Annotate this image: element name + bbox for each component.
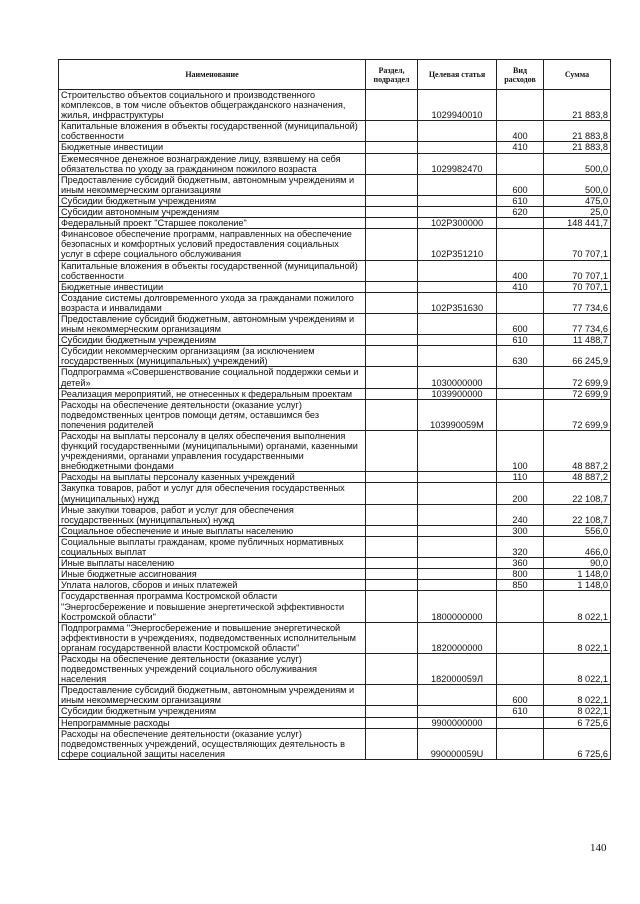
cell-section	[366, 121, 418, 142]
cell-kind: 600	[497, 174, 544, 195]
cell-section	[366, 525, 418, 536]
cell-section	[366, 717, 418, 728]
cell-kind: 320	[497, 536, 544, 557]
cell-target	[418, 195, 497, 206]
table-row	[59, 388, 611, 399]
header-kind: Вид расходов	[497, 60, 544, 90]
table-row	[59, 260, 611, 281]
cell-sum: 8 022,1	[544, 622, 611, 653]
cell-kind	[497, 90, 544, 121]
cell-name: Капитальные вложения в объекты государственной (муниципальной) собственности	[59, 121, 366, 142]
cell-kind: 300	[497, 525, 544, 536]
cell-target	[418, 207, 497, 218]
cell-section	[366, 558, 418, 569]
cell-name: Субсидии автономным учреждениям	[59, 207, 366, 218]
table-row	[59, 174, 611, 195]
table-row	[59, 195, 611, 206]
cell-kind: 410	[497, 142, 544, 153]
cell-name: Социальные выплаты гражданам, кроме публичных нормативных социальных выплат	[59, 536, 366, 557]
cell-kind	[497, 653, 544, 684]
cell-kind: 850	[497, 580, 544, 591]
cell-name: Расходы на выплаты персоналу казенных учреждений	[59, 472, 366, 483]
table-row	[59, 313, 611, 334]
cell-name: Субсидии бюджетным учреждениям	[59, 706, 366, 717]
cell-target: 102P300000	[418, 218, 497, 229]
cell-section	[366, 313, 418, 334]
cell-kind	[497, 728, 544, 759]
table-row	[59, 580, 611, 591]
cell-name: Создание системы долговременного ухода за гражданами пожилого возраста и инвалидами	[59, 292, 366, 313]
cell-section	[366, 90, 418, 121]
cell-section	[366, 536, 418, 557]
cell-sum: 21 883,8	[544, 142, 611, 153]
table-row	[59, 142, 611, 153]
cell-kind: 600	[497, 685, 544, 706]
cell-section	[366, 207, 418, 218]
table-row	[59, 153, 611, 174]
cell-section	[366, 346, 418, 367]
table-row	[59, 229, 611, 260]
cell-sum: 77 734,6	[544, 292, 611, 313]
cell-target	[418, 504, 497, 525]
cell-sum: 90,0	[544, 558, 611, 569]
cell-sum: 8 022,1	[544, 706, 611, 717]
cell-target: 1029982470	[418, 153, 497, 174]
table-row	[59, 292, 611, 313]
cell-sum: 21 883,8	[544, 121, 611, 142]
table-header-row	[59, 60, 611, 90]
table-row	[59, 728, 611, 759]
cell-kind: 620	[497, 207, 544, 218]
cell-kind	[497, 622, 544, 653]
cell-sum: 21 883,8	[544, 90, 611, 121]
cell-name: Подпрограмма "Энергосбережение и повышение энергетической эффективности в учреждениях, подведомственных исполнительным органам государственной власти Костромской области"	[59, 622, 366, 653]
header-name: Наименование	[59, 60, 366, 90]
cell-section	[366, 153, 418, 174]
table-row	[59, 483, 611, 504]
cell-name: Ежемесячное денежное вознаграждение лицу, взявшему на себя обязательства по уходу за гражданином пожилого возраста	[59, 153, 366, 174]
cell-name: Бюджетные инвестиции	[59, 142, 366, 153]
cell-target	[418, 174, 497, 195]
cell-kind	[497, 229, 544, 260]
cell-name: Социальное обеспечение и иные выплаты населению	[59, 525, 366, 536]
cell-section	[366, 218, 418, 229]
cell-name: Капитальные вложения в объекты государственной (муниципальной) собственности	[59, 260, 366, 281]
cell-sum: 25,0	[544, 207, 611, 218]
cell-name: Бюджетные инвестиции	[59, 281, 366, 292]
cell-section	[366, 292, 418, 313]
cell-kind	[497, 218, 544, 229]
cell-sum: 1 148,0	[544, 580, 611, 591]
table-row	[59, 399, 611, 430]
cell-sum: 466,0	[544, 536, 611, 557]
cell-target: 1029940010	[418, 90, 497, 121]
cell-section	[366, 174, 418, 195]
cell-kind: 410	[497, 281, 544, 292]
cell-kind	[497, 591, 544, 622]
cell-kind: 110	[497, 472, 544, 483]
cell-sum: 8 022,1	[544, 653, 611, 684]
cell-sum: 6 725,6	[544, 728, 611, 759]
cell-section	[366, 483, 418, 504]
cell-kind: 100	[497, 431, 544, 472]
table-row	[59, 281, 611, 292]
cell-kind	[497, 153, 544, 174]
table-row	[59, 706, 611, 717]
cell-name: Субсидии бюджетным учреждениям	[59, 195, 366, 206]
cell-name: Закупка товаров, работ и услуг для обеспечения государственных (муниципальных) нужд	[59, 483, 366, 504]
table-row	[59, 335, 611, 346]
budget-table	[58, 59, 611, 760]
cell-kind	[497, 399, 544, 430]
cell-section	[366, 504, 418, 525]
cell-target	[418, 121, 497, 142]
cell-kind: 610	[497, 195, 544, 206]
cell-sum: 70 707,1	[544, 260, 611, 281]
cell-kind: 240	[497, 504, 544, 525]
cell-target: 102P351630	[418, 292, 497, 313]
table-row	[59, 90, 611, 121]
cell-section	[366, 591, 418, 622]
cell-target: 1030000000	[418, 367, 497, 388]
table-row	[59, 431, 611, 472]
cell-kind: 200	[497, 483, 544, 504]
cell-sum: 556,0	[544, 525, 611, 536]
cell-name: Финансовое обеспечение программ, направленных на обеспечение безопасных и комфортных условий предоставления социальных услуг в сфере социального обслуживания	[59, 229, 366, 260]
cell-kind: 610	[497, 706, 544, 717]
table-row	[59, 121, 611, 142]
cell-target: 9900000000	[418, 717, 497, 728]
cell-sum: 72 699,9	[544, 367, 611, 388]
cell-target: 990000059U	[418, 728, 497, 759]
cell-kind: 400	[497, 260, 544, 281]
cell-target: 1800000000	[418, 591, 497, 622]
cell-name: Непрограммные расходы	[59, 717, 366, 728]
table-row	[59, 558, 611, 569]
cell-target	[418, 281, 497, 292]
cell-name: Строительство объектов социального и производственного комплексов, в том числе объектов общегражданского назначения, жилья, инфраструктуры	[59, 90, 366, 121]
cell-name: Расходы на обеспечение деятельности (оказание услуг) подведомственных учреждений, осуществляющих деятельность в сфере социальной защиты населения	[59, 728, 366, 759]
cell-target	[418, 346, 497, 367]
cell-section	[366, 142, 418, 153]
cell-kind	[497, 367, 544, 388]
cell-sum: 70 707,1	[544, 281, 611, 292]
table-row	[59, 591, 611, 622]
cell-section	[366, 388, 418, 399]
table-row	[59, 536, 611, 557]
table-row	[59, 504, 611, 525]
cell-name: Уплата налогов, сборов и иных платежей	[59, 580, 366, 591]
cell-section	[366, 580, 418, 591]
cell-section	[366, 653, 418, 684]
cell-name: Расходы на обеспечение деятельности (оказание услуг) подведомственных центров помощи детям, оставшимся без попечения родителей	[59, 399, 366, 430]
cell-sum: 8 022,1	[544, 685, 611, 706]
cell-target	[418, 525, 497, 536]
cell-target	[418, 569, 497, 580]
table-row	[59, 653, 611, 684]
cell-kind: 630	[497, 346, 544, 367]
cell-sum: 6 725,6	[544, 717, 611, 728]
cell-section	[366, 260, 418, 281]
cell-target: 1039900000	[418, 388, 497, 399]
cell-target	[418, 313, 497, 334]
header-target: Целевая статья	[418, 60, 497, 90]
table-row	[59, 218, 611, 229]
cell-kind	[497, 292, 544, 313]
table-row	[59, 622, 611, 653]
cell-sum: 22 108,7	[544, 483, 611, 504]
cell-section	[366, 367, 418, 388]
table-row	[59, 367, 611, 388]
table-body	[59, 90, 611, 760]
cell-name: Федеральный проект "Старшее поколение"	[59, 218, 366, 229]
cell-name: Реализация мероприятий, не отнесенных к федеральным проектам	[59, 388, 366, 399]
cell-target	[418, 431, 497, 472]
cell-section	[366, 195, 418, 206]
table-row	[59, 525, 611, 536]
cell-target: 102P351210	[418, 229, 497, 260]
table-row	[59, 472, 611, 483]
cell-target: 182000059Л	[418, 653, 497, 684]
cell-name: Государственная программа Костромской области "Энергосбережение и повышение энергетической эффективности Костромской области"	[59, 591, 366, 622]
cell-sum: 48 887,2	[544, 472, 611, 483]
table-row	[59, 569, 611, 580]
cell-sum: 1 148,0	[544, 569, 611, 580]
cell-target: 103990059М	[418, 399, 497, 430]
cell-sum: 72 699,9	[544, 388, 611, 399]
cell-sum: 77 734,6	[544, 313, 611, 334]
table-row	[59, 685, 611, 706]
cell-target	[418, 483, 497, 504]
cell-kind: 400	[497, 121, 544, 142]
cell-sum: 8 022,1	[544, 591, 611, 622]
cell-name: Предоставление субсидий бюджетным, автономным учреждениям и иным некоммерческим организациям	[59, 174, 366, 195]
cell-target	[418, 472, 497, 483]
cell-target: 1820000000	[418, 622, 497, 653]
header-section: Раздел, подраздел	[366, 60, 418, 90]
cell-sum: 475,0	[544, 195, 611, 206]
cell-kind: 800	[497, 569, 544, 580]
table-row	[59, 717, 611, 728]
cell-name: Предоставление субсидий бюджетным, автономным учреждениям и иным некоммерческим организациям	[59, 313, 366, 334]
cell-kind: 610	[497, 335, 544, 346]
cell-sum: 48 887,2	[544, 431, 611, 472]
cell-name: Иные бюджетные ассигнования	[59, 569, 366, 580]
cell-section	[366, 472, 418, 483]
cell-target	[418, 335, 497, 346]
cell-name: Расходы на обеспечение деятельности (оказание услуг) подведомственных учреждений социального обслуживания населения	[59, 653, 366, 684]
cell-sum: 70 707,1	[544, 229, 611, 260]
cell-target	[418, 260, 497, 281]
cell-section	[366, 399, 418, 430]
cell-kind: 600	[497, 313, 544, 334]
header-sum: Сумма	[544, 60, 611, 90]
cell-sum: 500,0	[544, 174, 611, 195]
cell-name: Подпрограмма «Совершенствование социальной поддержки семьи и детей»	[59, 367, 366, 388]
cell-section	[366, 431, 418, 472]
cell-section	[366, 335, 418, 346]
cell-target	[418, 706, 497, 717]
cell-name: Субсидии некоммерческим организациям (за исключением государственных (муниципальных) учреждений)	[59, 346, 366, 367]
cell-name: Иные закупки товаров, работ и услуг для обеспечения государственных (муниципальных) нужд	[59, 504, 366, 525]
cell-name: Иные выплаты населению	[59, 558, 366, 569]
table-row	[59, 207, 611, 218]
cell-name: Предоставление субсидий бюджетным, автономным учреждениям и иным некоммерческим организациям	[59, 685, 366, 706]
cell-sum: 500,0	[544, 153, 611, 174]
cell-kind	[497, 388, 544, 399]
cell-sum: 22 108,7	[544, 504, 611, 525]
cell-section	[366, 728, 418, 759]
cell-target	[418, 685, 497, 706]
cell-kind: 360	[497, 558, 544, 569]
cell-target	[418, 536, 497, 557]
cell-sum: 148 441,7	[544, 218, 611, 229]
cell-section	[366, 569, 418, 580]
cell-name: Расходы на выплаты персоналу в целях обеспечения выполнения функций государственными (муниципальными) органами, казенными учреждениями, органами управления государственными внебюджетными фондами	[59, 431, 366, 472]
cell-name: Субсидии бюджетным учреждениям	[59, 335, 366, 346]
cell-section	[366, 685, 418, 706]
cell-kind	[497, 717, 544, 728]
cell-sum: 72 699,9	[544, 399, 611, 430]
cell-sum: 11 488,7	[544, 335, 611, 346]
cell-target	[418, 142, 497, 153]
cell-section	[366, 281, 418, 292]
cell-section	[366, 622, 418, 653]
cell-section	[366, 229, 418, 260]
page-number: 140	[590, 842, 607, 854]
cell-section	[366, 706, 418, 717]
cell-target	[418, 558, 497, 569]
cell-target	[418, 580, 497, 591]
cell-sum: 66 245,9	[544, 346, 611, 367]
table-row	[59, 346, 611, 367]
